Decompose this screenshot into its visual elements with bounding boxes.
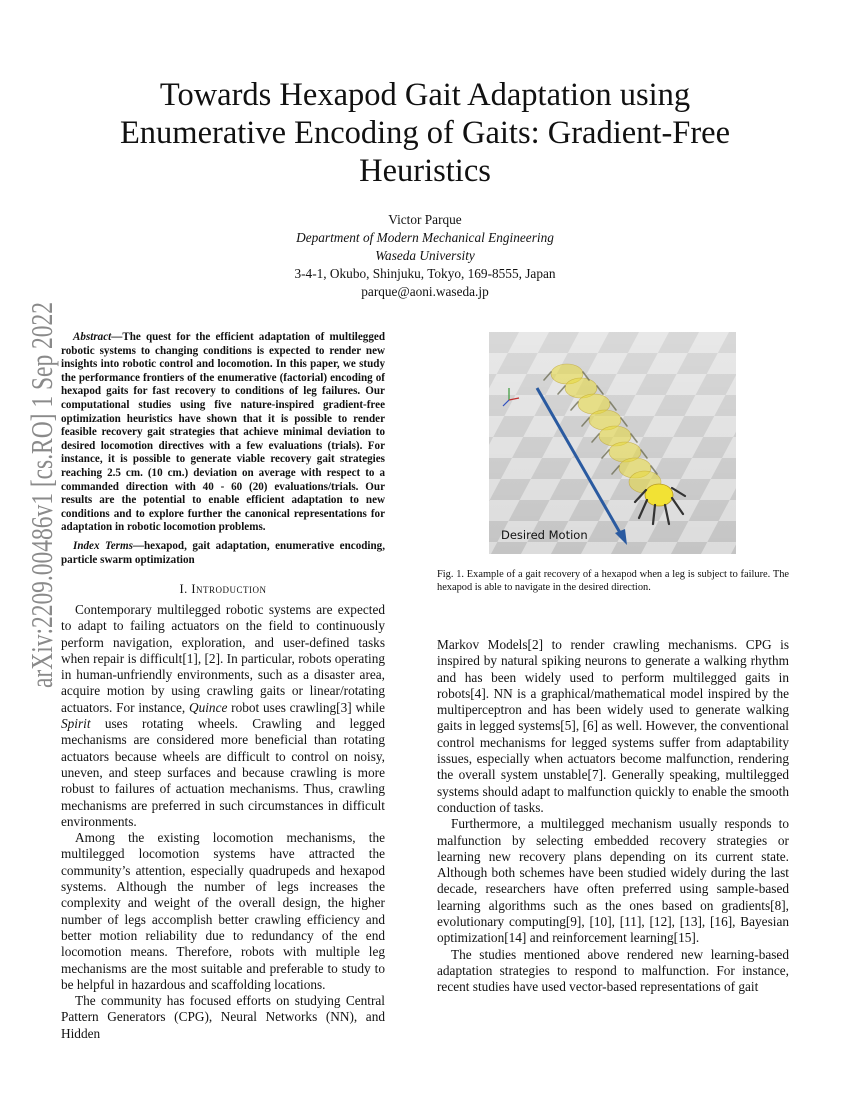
- section-number: I.: [179, 582, 188, 596]
- paragraph: The studies mentioned above rendered new learning-based adaptation strategies to respond to malfunction. For instance, recent studies have used vector-based representations of gait: [437, 946, 789, 995]
- right-column-body: [437, 637, 789, 996]
- index-terms: [61, 540, 385, 567]
- paragraph-text: uses rotating wheels. Crawling and legged mechanisms are considered more beneficial than rotating actuators because wheels are difficult to control on noisy, uneven, and steep surfaces and because crawling is more robust to failures of actuation mechanisms. Thus, crawling mechanisms are preferred in such circumstances in difficult environments.: [61, 716, 385, 829]
- left-column-body: [61, 602, 385, 1042]
- abstract: [61, 331, 385, 535]
- author-address: 3-4-1, Okubo, Shinjuku, Tokyo, 169-8555, Japan: [294, 266, 556, 281]
- arxiv-stamp-svg: [12, 300, 62, 690]
- author-email[interactable]: parque@aoni.waseda.jp: [361, 284, 489, 299]
- figure-overlay-label: Desired Motion: [501, 528, 588, 542]
- paragraph: The community has focused efforts on studying Central Pattern Generators (CPG), Neural Networks (NN), and Hidden: [61, 993, 385, 1041]
- figure-hexapod: [489, 332, 736, 554]
- arxiv-stamp: [12, 300, 62, 690]
- abstract-label: Abstract: [73, 331, 112, 343]
- figure-caption: Fig. 1. Example of a gait recovery of a hexapod when a leg is subject to failure. The hexapod is able to navigate in the desired direction.: [437, 569, 789, 593]
- arxiv-id: arXiv:2209.00486v1 [cs.RO] 1 Sep 2022: [24, 300, 59, 688]
- index-terms-label: Index Terms: [73, 540, 133, 552]
- abstract-text: —The quest for the efficient adaptation of multilegged robotic systems to changing conditions is expected to render new insights into robotic control and locomotion. In this paper, we study the performance frontiers of the enumerative (factorial) encoding of hexapod gaits for fast recovery to conditions of leg failures. Our computational studies using five nature-inspired gradient-free optimization heuristics have shown that it is possible to render feasible recovery gait strategies that achieve minimal deviation to desired locomotion directives with a few evaluations (trials). For instance, it is possible to generate viable recovery gait strategies reaching 2.5 cm. (10 cm.) deviation on average with respect to a commanded direction with 40 - 60 (20) evaluations/trials. Our results are the potential to enable efficient adaptation to new conditions and to explore further the canonical representations for adaptation in robotic locomotion problems.: [61, 331, 385, 534]
- paper-title: Towards Hexapod Gait Adaptation using Enumerative Encoding of Gaits: Gradient-Free Heuristics: [119, 77, 731, 189]
- author-department: Department of Modern Mechanical Engineering: [296, 230, 554, 245]
- paragraph: Markov Models[2] to render crawling mechanisms. CPG is inspired by natural spiking neurons to generate a walking rhythm and has been widely used to perform multilegged gaits in robots[4]. NN is a graphical/mathematical model inspired by the multiperceptron and has been widely used to generate walking gaits in legged systems[5], [6] as well. However, the conventional control mechanisms for legged systems suffer from adaptability issues, especially when actuators become malfunction, rendering the overall system unstable[7]. Generally speaking, multilegged systems should adapt to malfunction quickly to enable the smooth conduction of tasks.: [437, 637, 789, 815]
- paragraph: Furthermore, a multilegged mechanism usually responds to malfunction by selecting embedded recovery strategies or learning new recovery plans depending on its current state. Although both schemes have been studied widely during the last decade, researchers have often preferred using sample-based learning algorithms such as the ones based on gradients[8], evolutionary computing[9], [10], [11], [12], [13], [16], Bayesian optimization[14] and reinforcement learning[15].: [437, 816, 789, 946]
- paragraph: [61, 602, 385, 830]
- index-terms-text: —hexapod, gait adaptation, enumerative encoding, particle swarm optimization: [61, 540, 385, 566]
- author-university: Waseda University: [375, 248, 475, 263]
- figure-image: [489, 332, 736, 554]
- author-block: [200, 211, 650, 301]
- section-heading: [61, 582, 385, 597]
- paragraph: Among the existing locomotion mechanisms, the multilegged locomotion systems have attracted the community’s attention, especially quadrupeds and hexapod systems. Although the number of legs increases the complexity and weight of the overall design, the higher number of legs accomplish better crawling efficiency and better motion reliability due to redundancy of the end locomotion means. Therefore, robots with multiple leg mechanisms are the most suitable and preferable to study to be helpful in hazardous and scaffolding locations.: [61, 830, 385, 992]
- author-name: Victor Parque: [388, 212, 462, 227]
- robot-name-spirit: Spirit: [61, 716, 91, 732]
- paragraph-text: Contemporary multilegged robotic systems are expected to adapt to failing actuators on the field to continuously perform navigation, exploration, and user-defined tasks when repair is difficult[1], [2]. In particular, robots operating in human-unfriendly environments, such as a disaster area, acquire motion by using crawling gaits or linear/rotating actuators. For instance,: [61, 602, 385, 715]
- section-title: Introduction: [191, 582, 267, 596]
- paragraph-text: robot uses crawling[3] while: [227, 699, 385, 715]
- robot-name-quince: Quince: [188, 699, 228, 715]
